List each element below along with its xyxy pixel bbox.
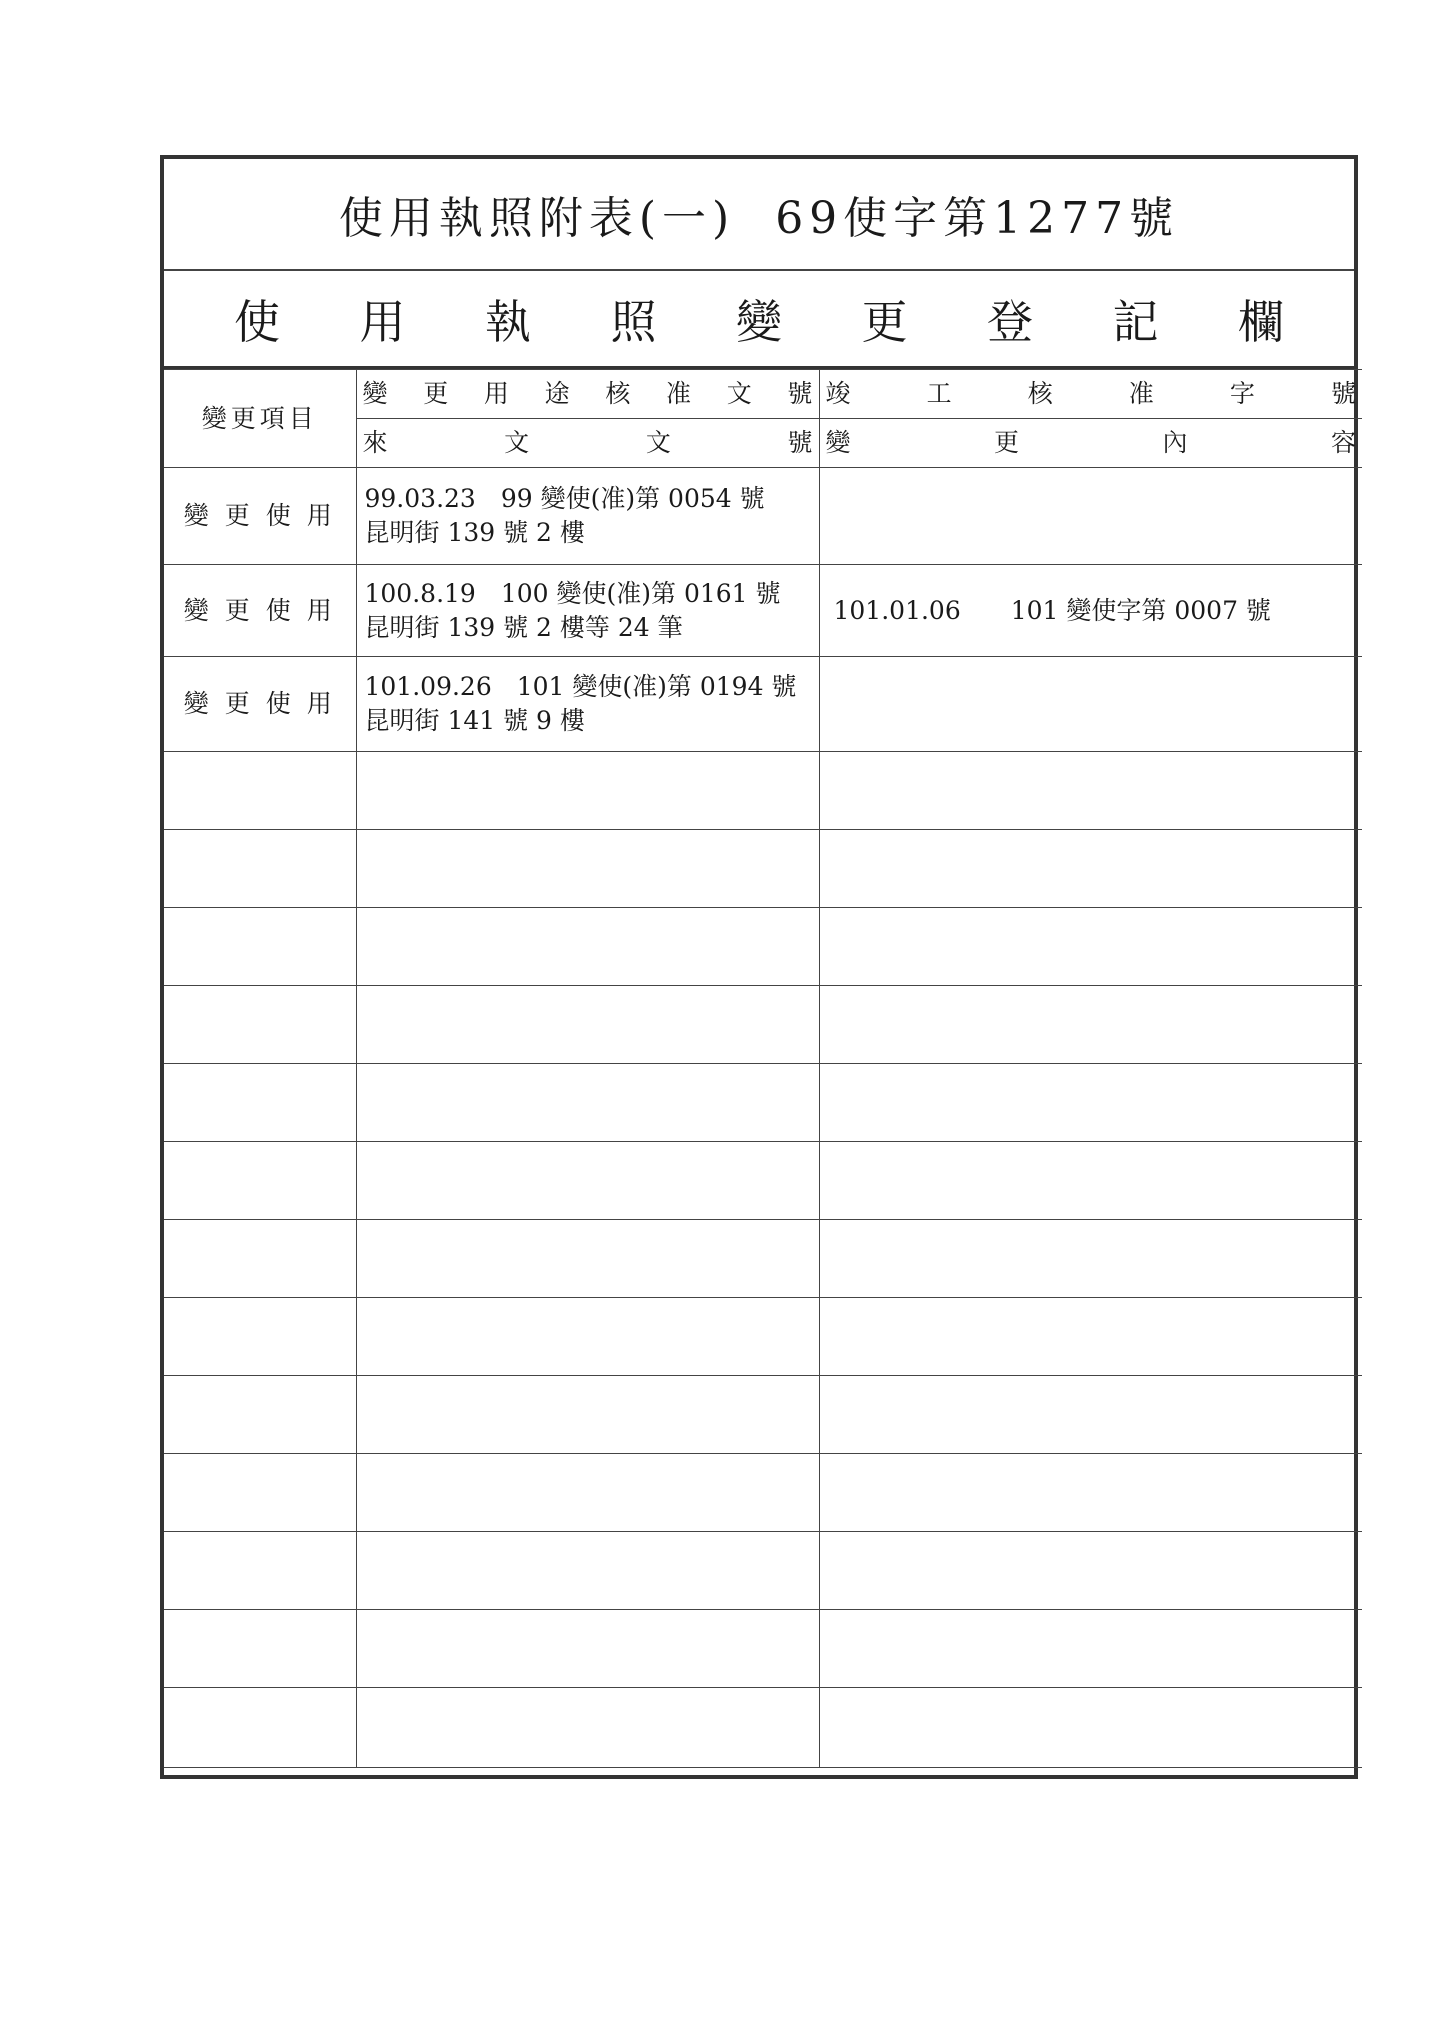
section-heading-char: 變 bbox=[736, 294, 782, 349]
approval-doc-cell bbox=[356, 565, 819, 657]
header-char: 內 bbox=[1162, 428, 1188, 458]
header-char: 竣 bbox=[825, 379, 851, 409]
header-char: 核 bbox=[605, 379, 631, 409]
header-completion-no bbox=[819, 370, 1362, 419]
empty-cell bbox=[356, 1532, 819, 1610]
header-approval-doc-no bbox=[356, 370, 819, 419]
empty-cell bbox=[819, 908, 1362, 986]
empty-row bbox=[164, 1376, 1362, 1454]
completion-cell bbox=[819, 657, 1362, 752]
completion-cell bbox=[819, 468, 1362, 565]
empty-cell bbox=[164, 1298, 356, 1376]
header-source-doc bbox=[356, 419, 819, 468]
form-title-left: 使用執照附表(一) bbox=[338, 193, 736, 244]
approval-doc-number: 100.8.19 100 變使(准)第 0161 號 bbox=[364, 578, 781, 608]
completion-cell: 101.01.06 101 變使字第 0007 號 bbox=[819, 565, 1362, 657]
empty-cell bbox=[164, 1688, 356, 1768]
empty-cell bbox=[356, 830, 819, 908]
empty-cell bbox=[356, 1454, 819, 1532]
header-char: 號 bbox=[787, 428, 813, 458]
license-number: 69使字第1277號 bbox=[775, 193, 1180, 244]
empty-cell bbox=[819, 1688, 1362, 1768]
section-heading-char: 更 bbox=[861, 294, 908, 349]
section-heading-char: 登 bbox=[987, 294, 1033, 349]
empty-cell bbox=[164, 1532, 356, 1610]
source-address: 昆明街 139 號 2 樓 bbox=[364, 518, 585, 547]
empty-cell bbox=[164, 752, 356, 830]
empty-cell bbox=[356, 986, 819, 1064]
header-char: 容 bbox=[1330, 428, 1356, 458]
header-char: 工 bbox=[926, 379, 952, 409]
header-char: 准 bbox=[1128, 379, 1154, 409]
empty-row bbox=[164, 1220, 1362, 1298]
empty-row bbox=[164, 1142, 1362, 1220]
form-frame bbox=[160, 155, 1358, 1779]
empty-cell bbox=[819, 1454, 1362, 1532]
empty-cell bbox=[164, 1064, 356, 1142]
header-char: 用 bbox=[483, 379, 509, 409]
empty-cell bbox=[356, 752, 819, 830]
empty-cell bbox=[164, 1376, 356, 1454]
empty-row bbox=[164, 1688, 1362, 1768]
empty-row bbox=[164, 986, 1362, 1064]
empty-row bbox=[164, 908, 1362, 986]
empty-cell bbox=[164, 986, 356, 1064]
header-change-content bbox=[819, 419, 1362, 468]
header-char: 更 bbox=[423, 379, 449, 409]
empty-cell bbox=[819, 1298, 1362, 1376]
empty-cell bbox=[356, 1688, 819, 1768]
header-char: 文 bbox=[726, 379, 752, 409]
header-char: 核 bbox=[1027, 379, 1053, 409]
header-char: 更 bbox=[993, 428, 1019, 458]
source-address: 昆明街 141 號 9 樓 bbox=[364, 706, 585, 735]
empty-cell bbox=[164, 1454, 356, 1532]
empty-cell bbox=[356, 908, 819, 986]
empty-cell bbox=[356, 1376, 819, 1454]
empty-cell bbox=[819, 830, 1362, 908]
empty-row bbox=[164, 1064, 1362, 1142]
empty-cell bbox=[819, 1220, 1362, 1298]
empty-cell bbox=[356, 1220, 819, 1298]
approval-doc-cell bbox=[356, 468, 819, 565]
table-row bbox=[164, 657, 1362, 752]
section-heading-char: 執 bbox=[485, 294, 531, 349]
section-heading-char: 欄 bbox=[1238, 294, 1284, 349]
change-item-cell: 變更使用 bbox=[164, 468, 356, 565]
header-char: 變 bbox=[362, 379, 388, 409]
empty-cell bbox=[819, 986, 1362, 1064]
section-heading-char: 記 bbox=[1112, 294, 1159, 349]
empty-cell bbox=[819, 752, 1362, 830]
section-heading-char: 用 bbox=[359, 294, 406, 349]
empty-cell bbox=[356, 1298, 819, 1376]
empty-cell bbox=[164, 1610, 356, 1688]
header-char: 來 bbox=[362, 428, 388, 458]
empty-row bbox=[164, 1454, 1362, 1532]
empty-cell bbox=[164, 1220, 356, 1298]
empty-cell bbox=[164, 1142, 356, 1220]
source-address: 昆明街 139 號 2 樓等 24 筆 bbox=[364, 612, 683, 642]
section-heading-char: 使 bbox=[234, 294, 280, 349]
empty-row bbox=[164, 1532, 1362, 1610]
empty-cell bbox=[819, 1532, 1362, 1610]
header-char: 變 bbox=[825, 428, 851, 458]
table-row bbox=[164, 468, 1362, 565]
section-heading-char: 照 bbox=[610, 294, 657, 349]
header-char: 字 bbox=[1229, 379, 1255, 409]
header-char: 號 bbox=[1330, 379, 1356, 409]
empty-cell bbox=[819, 1376, 1362, 1454]
empty-cell bbox=[819, 1610, 1362, 1688]
empty-row bbox=[164, 752, 1362, 830]
empty-cell bbox=[164, 908, 356, 986]
empty-row bbox=[164, 830, 1362, 908]
empty-cell bbox=[164, 830, 356, 908]
header-char: 文 bbox=[645, 428, 671, 458]
table-row bbox=[164, 565, 1362, 657]
empty-row bbox=[164, 1298, 1362, 1376]
section-heading bbox=[164, 271, 1354, 369]
form-title bbox=[164, 159, 1354, 271]
header-item: 變更項目 bbox=[164, 370, 356, 468]
approval-doc-number: 99.03.23 99 變使(准)第 0054 號 bbox=[364, 484, 765, 514]
empty-cell bbox=[819, 1142, 1362, 1220]
approval-doc-number: 101.09.26 101 變使(准)第 0194 號 bbox=[364, 672, 797, 702]
change-registry-table bbox=[164, 369, 1362, 1768]
header-char: 准 bbox=[666, 379, 692, 409]
empty-cell bbox=[819, 1064, 1362, 1142]
empty-cell bbox=[356, 1142, 819, 1220]
empty-cell bbox=[356, 1610, 819, 1688]
empty-cell bbox=[356, 1064, 819, 1142]
change-item-cell: 變更使用 bbox=[164, 565, 356, 657]
change-item-cell: 變更使用 bbox=[164, 657, 356, 752]
header-char: 號 bbox=[787, 379, 813, 409]
header-char: 途 bbox=[544, 379, 570, 409]
approval-doc-cell bbox=[356, 657, 819, 752]
header-char: 文 bbox=[504, 428, 530, 458]
empty-row bbox=[164, 1610, 1362, 1688]
